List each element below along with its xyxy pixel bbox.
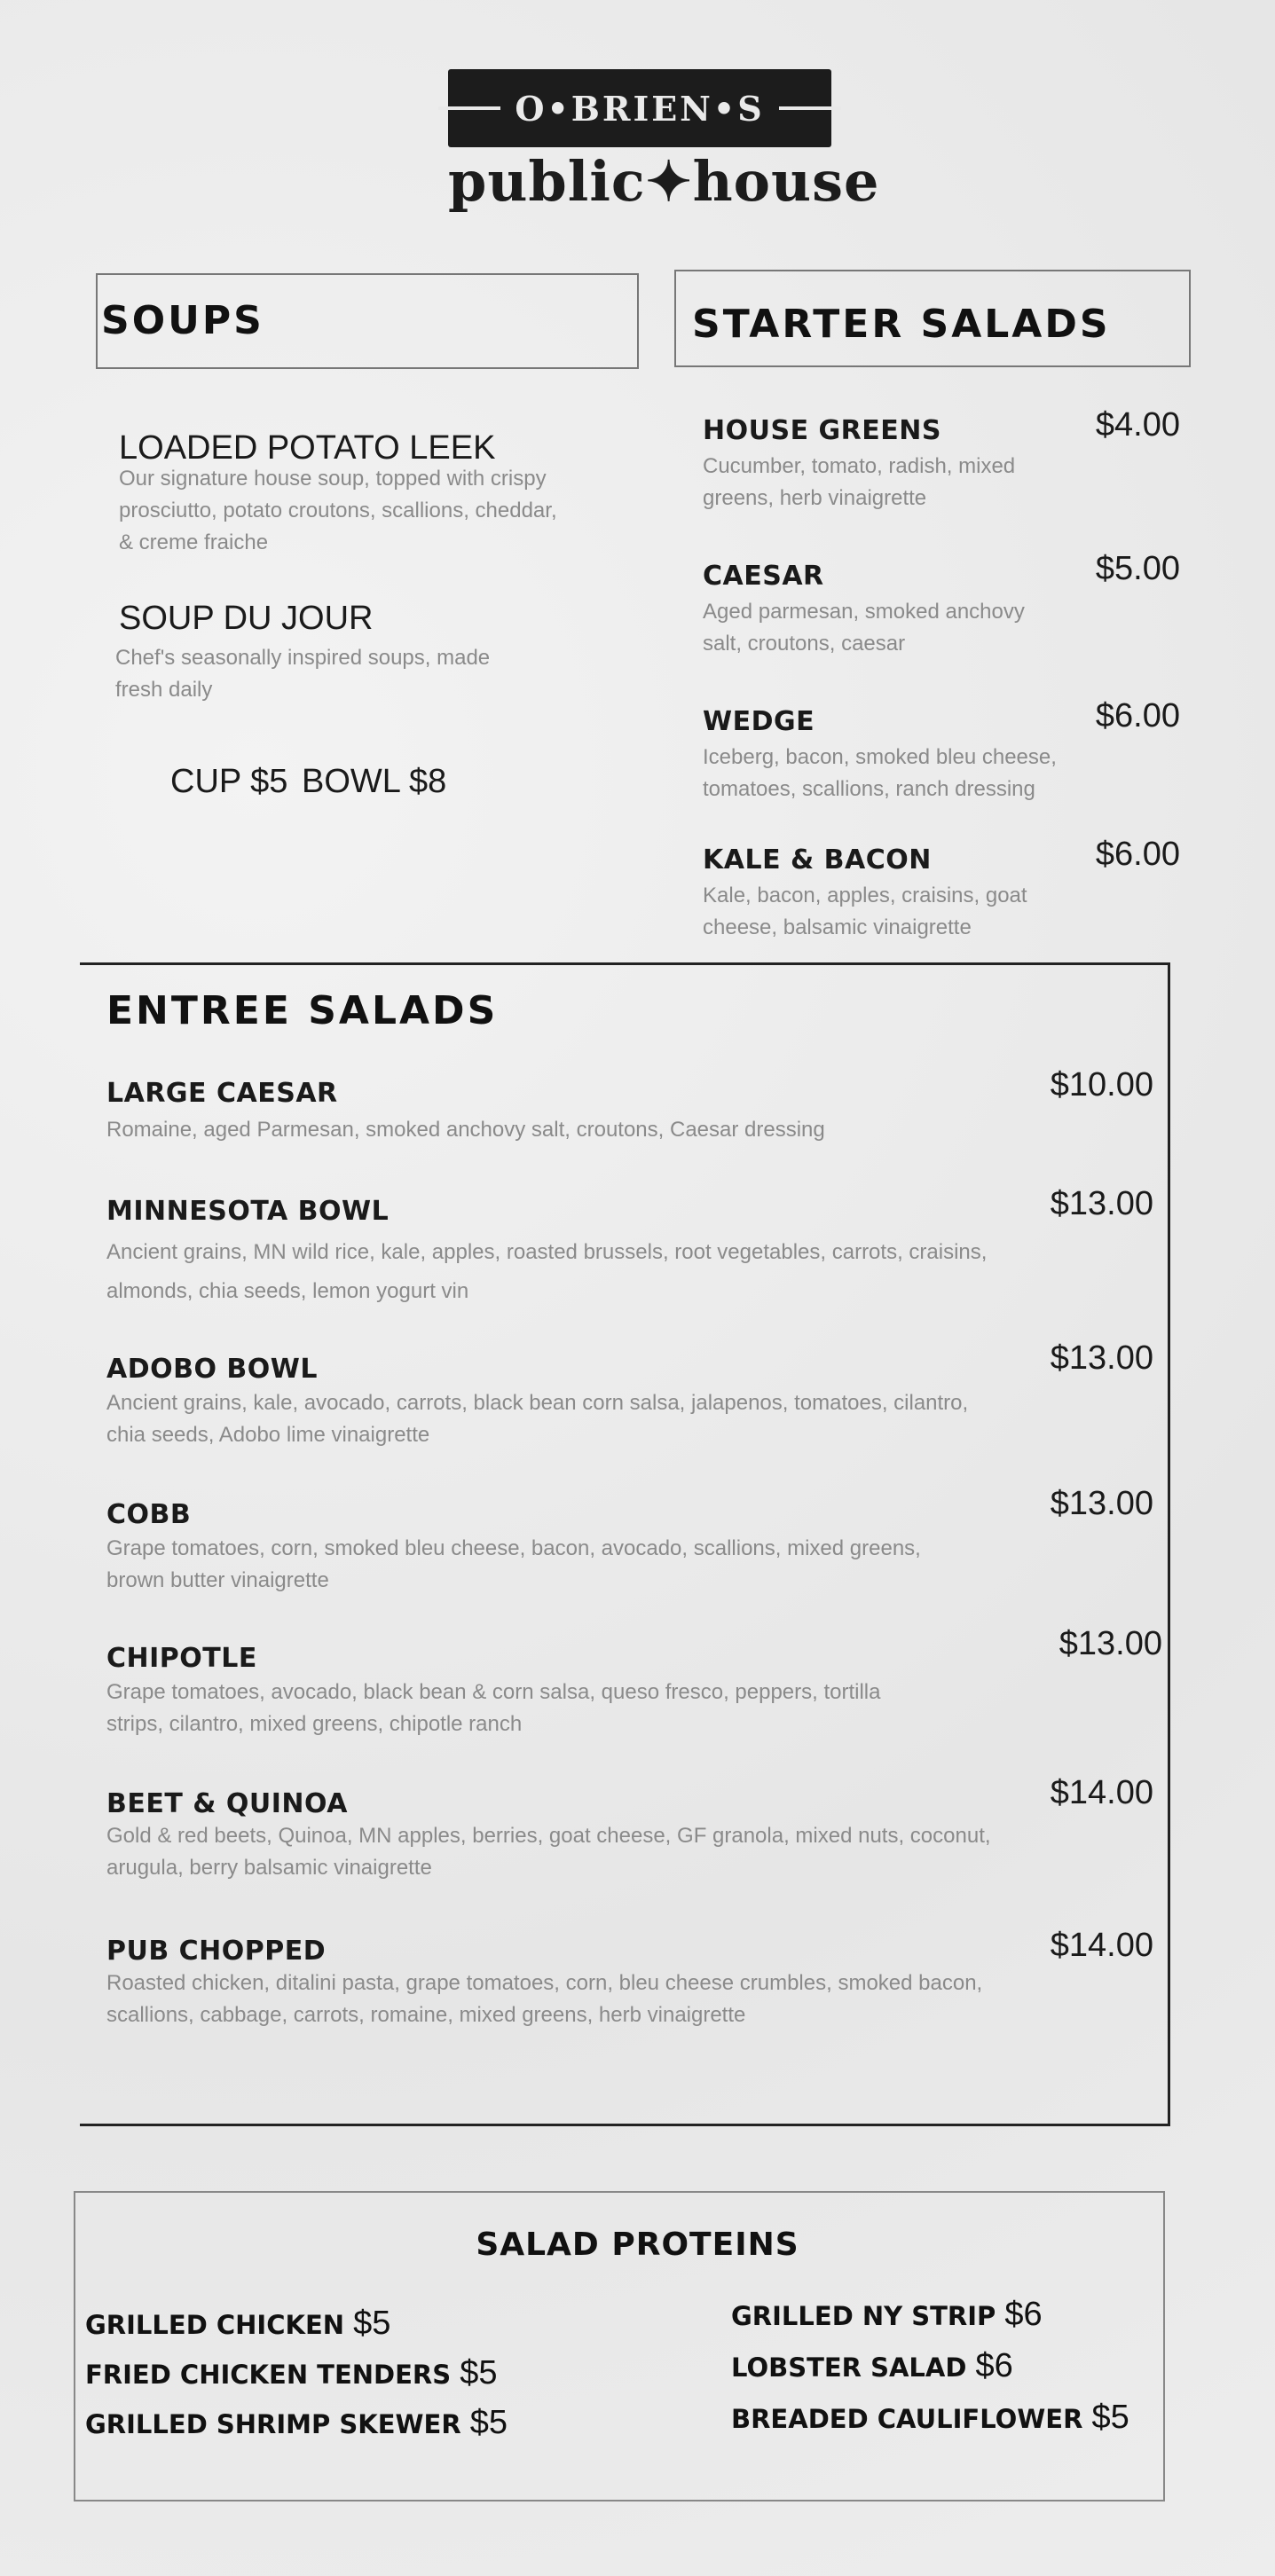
starter-item-name: CAESAR	[703, 561, 824, 592]
protein-item	[731, 2399, 1129, 2437]
logo-top-text: O•BRIEN•S	[515, 88, 765, 129]
logo-rule-left	[438, 106, 500, 110]
logo-rule-right	[779, 106, 841, 110]
entree-item-description: Grape tomatoes, avocado, black bean & corn salsa, queso fresco, peppers, tortilla strips, cilantro, mixed greens, chipotle ranch	[106, 1680, 881, 1736]
entree-item-name: COBB	[106, 1499, 192, 1530]
entree-top-rule	[80, 962, 1169, 965]
entree-item-price: $13.00	[1050, 1185, 1153, 1222]
proteins-title: SALAD PROTEINS	[476, 2227, 799, 2263]
entree-item-price: $13.00	[1059, 1625, 1162, 1662]
protein-price: $5	[353, 2305, 391, 2342]
entree-item-description: Ancient grains, kale, avocado, carrots, black bean corn salsa, jalapenos, tomatoes, cilantro, chia seeds, Adobo lime vinaigrette	[106, 1391, 969, 1447]
entree-item-price: $10.00	[1050, 1066, 1153, 1103]
entree-item-description: Ancient grains, MN wild rice, kale, apples, roasted brussels, root vegetables, carrots, craisins, almonds, chia seeds, lemon yogurt vin	[106, 1240, 988, 1303]
entree-item-description: Gold & red beets, Quinoa, MN apples, berries, goat cheese, GF granola, mixed nuts, coconut, arugula, berry balsamic vinaigrette	[106, 1824, 991, 1880]
logo-bottom-text: public✦house	[448, 149, 880, 214]
starter-item-price: $6.00	[1095, 697, 1180, 734]
starter-item-price: $6.00	[1095, 836, 1180, 873]
protein-item	[85, 2305, 390, 2343]
starter-item-name: HOUSE GREENS	[703, 415, 941, 446]
entree-item-name: MINNESOTA BOWL	[106, 1196, 390, 1227]
protein-name: GRILLED CHICKEN	[85, 2310, 345, 2340]
entree-item-price: $13.00	[1050, 1339, 1153, 1377]
entree-bottom-rule	[80, 2124, 1170, 2126]
starter-item-description: Iceberg, bacon, smoked bleu cheese, tomatoes, scallions, ranch dressing	[703, 745, 1057, 801]
protein-price: $5	[460, 2354, 498, 2391]
protein-item	[85, 2404, 508, 2442]
entree-item-name: CHIPOTLE	[106, 1643, 257, 1674]
protein-name: BREADED CAULIFLOWER	[731, 2404, 1083, 2434]
starter-item-price: $4.00	[1095, 406, 1180, 444]
protein-price: $5	[469, 2404, 508, 2441]
protein-name: GRILLED SHRIMP SKEWER	[85, 2409, 461, 2439]
starter-item-description: Cucumber, tomato, radish, mixed greens, herb vinaigrette	[703, 454, 1016, 510]
entree-item-price: $14.00	[1050, 1927, 1153, 1964]
starter-item-description: Aged parmesan, smoked anchovy salt, croutons, caesar	[703, 600, 1025, 656]
entree-item-name: BEET & QUINOA	[106, 1788, 348, 1819]
starter-item-name: WEDGE	[703, 706, 815, 737]
starter-item-name: KALE & BACON	[703, 844, 932, 876]
soup-description: Our signature house soup, topped with crispy prosciutto, potato croutons, scallions, cheddar, & creme fraiche	[119, 467, 557, 554]
soup-bowl-price: BOWL $8	[302, 763, 447, 800]
protein-item	[731, 2296, 1043, 2334]
soup-name: LOADED POTATO LEEK	[119, 429, 496, 467]
entree-item-price: $13.00	[1050, 1485, 1153, 1522]
entree-salads-title: ENTREE SALADS	[106, 988, 499, 1033]
starter-item-price: $5.00	[1095, 550, 1180, 587]
entree-item-description: Romaine, aged Parmesan, smoked anchovy salt, croutons, Caesar dressing	[106, 1118, 825, 1142]
protein-price: $6	[1004, 2296, 1043, 2333]
protein-price: $6	[975, 2347, 1013, 2384]
entree-item-description: Roasted chicken, ditalini pasta, grape tomatoes, corn, bleu cheese crumbles, smoked bacon, scallions, cabbage, carrots, romaine, mixed greens, herb vinaigrette	[106, 1971, 983, 2027]
starter-salads-title: STARTER SALADS	[692, 302, 1111, 347]
soups-title: SOUPS	[101, 298, 264, 343]
logo-banner	[448, 69, 831, 147]
protein-name: GRILLED NY STRIP	[731, 2301, 996, 2331]
entree-item-price: $14.00	[1050, 1774, 1153, 1811]
entree-right-rule	[1168, 962, 1170, 2126]
starter-item-description: Kale, bacon, apples, craisins, goat cheese, balsamic vinaigrette	[703, 884, 1027, 939]
protein-name: LOBSTER SALAD	[731, 2352, 967, 2383]
protein-item	[85, 2354, 498, 2392]
entree-item-description: Grape tomatoes, corn, smoked bleu cheese, bacon, avocado, scallions, mixed greens, brown butter vinaigrette	[106, 1536, 921, 1592]
soup-description: Chef's seasonally inspired soups, made fresh daily	[115, 646, 491, 702]
entree-item-name: PUB CHOPPED	[106, 1936, 327, 1967]
entree-item-name: LARGE CAESAR	[106, 1078, 338, 1109]
entree-item-name: ADOBO BOWL	[106, 1354, 319, 1385]
protein-name: FRIED CHICKEN TENDERS	[85, 2360, 452, 2390]
protein-price: $5	[1091, 2399, 1129, 2436]
soup-cup-price: CUP $5	[170, 763, 288, 800]
soup-name: SOUP DU JOUR	[119, 600, 374, 637]
protein-item	[731, 2347, 1013, 2385]
